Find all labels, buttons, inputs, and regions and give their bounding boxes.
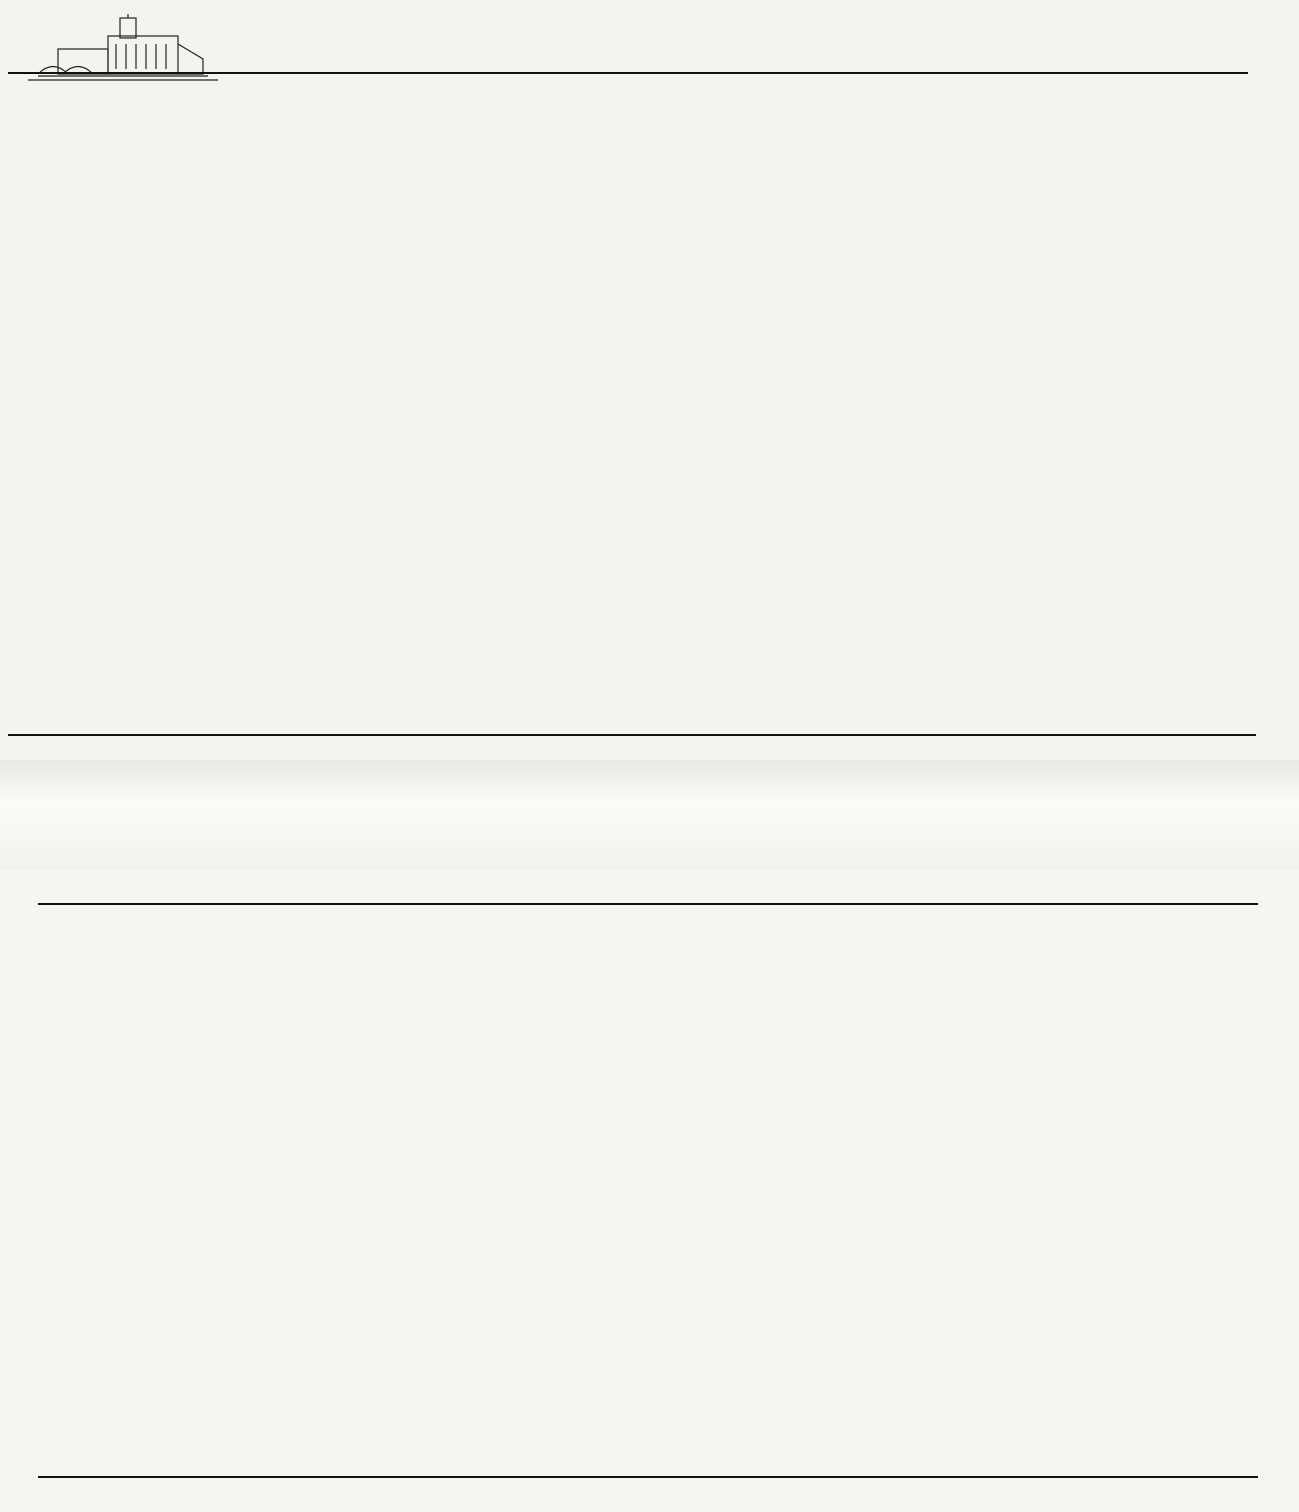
page-gutter [0,760,1299,870]
top-rule [8,72,1248,74]
page-bottom [0,870,1299,1512]
bottom-rule-top-page [8,734,1256,736]
bottom-rule-bottom-page [38,1476,1258,1478]
top-rule-bottom-page [38,903,1258,905]
